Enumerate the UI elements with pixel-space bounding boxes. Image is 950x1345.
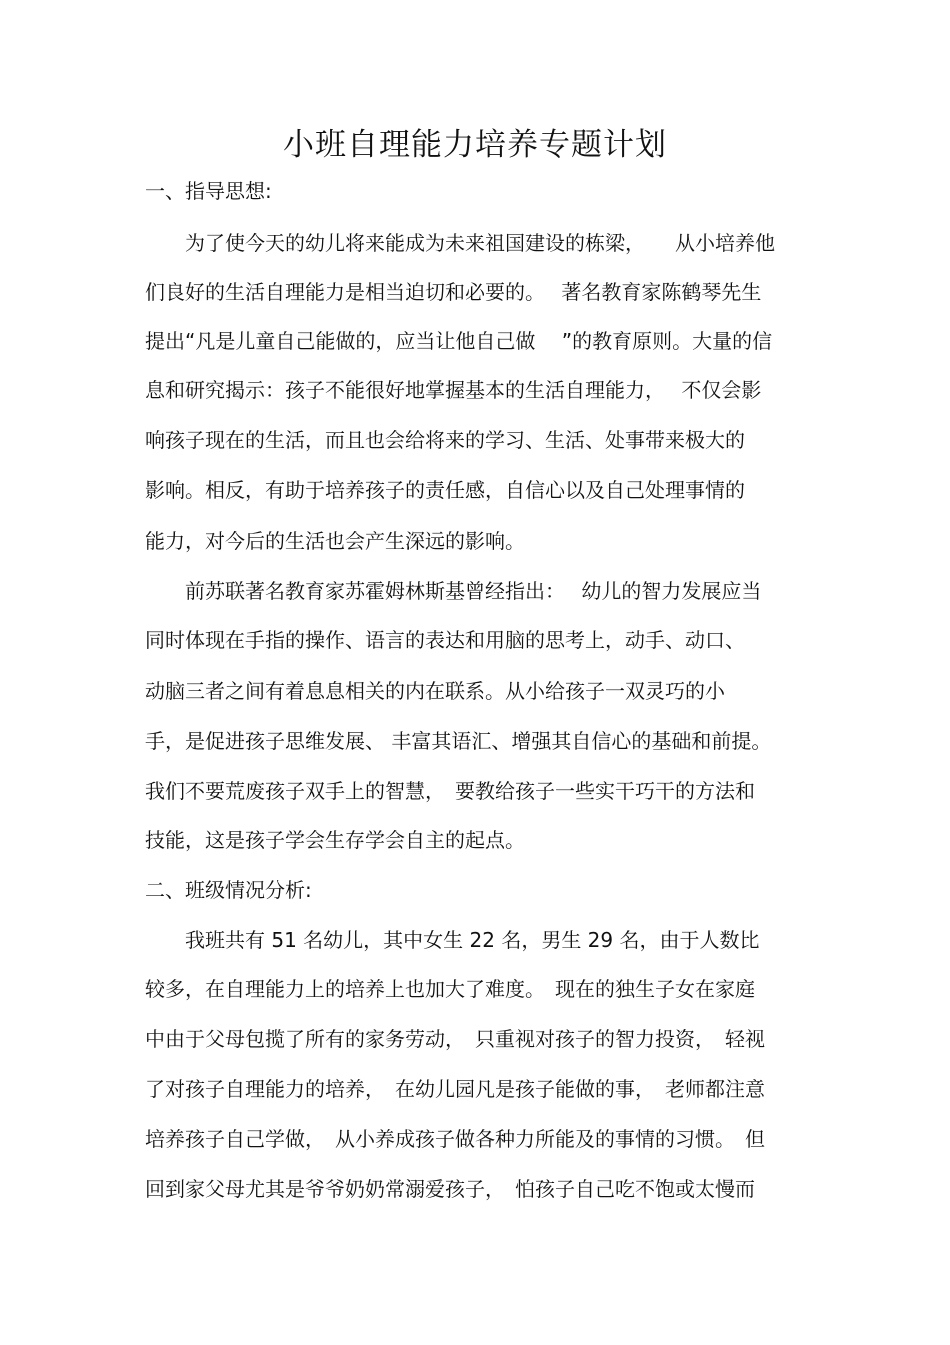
paragraph-line: 影响。相反，有助于培养孩子的责任感，自信心以及自己处理事情的 xyxy=(145,478,745,502)
paragraph-line: 培养孩子自己学做， 从小养成孩子做各种力所能及的事情的习惯。 但 xyxy=(145,1127,765,1151)
paragraph-line: 回到家父母尤其是爷爷奶奶常溺爱孩子， 怕孩子自己吃不饱或太慢而 xyxy=(145,1177,755,1201)
paragraph-line: 前苏联著名教育家苏霍姆林斯基曾经指出： 幼儿的智力发展应当 xyxy=(145,579,762,603)
paragraph-line: 中由于父母包揽了所有的家务劳动， 只重视对孩子的智力投资， 轻视 xyxy=(145,1027,765,1051)
section-heading-guiding-thought: 一、指导思想: xyxy=(145,179,272,203)
paragraph-line: 手，是促进孩子思维发展、 丰富其语汇、增强其自信心的基础和前提。 xyxy=(145,729,772,753)
paragraph-line: 同时体现在手指的操作、语言的表达和用脑的思考上，动手、动口、 xyxy=(145,628,745,652)
paragraph-line: 了对孩子自理能力的培养， 在幼儿园凡是孩子能做的事， 老师都注意 xyxy=(145,1077,765,1101)
paragraph-line: 响孩子现在的生活，而且也会给将来的学习、生活、处事带来极大的 xyxy=(145,428,745,452)
paragraph-line: 技能，这是孩子学会生存学会自主的起点。 xyxy=(145,828,525,852)
paragraph-line: 们良好的生活自理能力是相当迫切和必要的。 著名教育家陈鹤琴先生 xyxy=(145,280,762,304)
paragraph-line: 我班共有 51 名幼儿，其中女生 22 名，男生 29 名，由于人数比 xyxy=(145,928,760,952)
paragraph-line: 我们不要荒废孩子双手上的智慧， 要教给孩子一些实干巧干的方法和 xyxy=(145,779,755,803)
paragraph-line: 提出“凡是儿童自己能做的，应当让他自己做 ”的教育原则。大量的信 xyxy=(145,329,773,353)
section-heading-class-analysis: 二、班级情况分析: xyxy=(145,878,312,902)
paragraph-line: 动脑三者之间有着息息相关的内在联系。从小给孩子一双灵巧的小 xyxy=(145,679,725,703)
paragraph-line: 能力，对今后的生活也会产生深远的影响。 xyxy=(145,529,525,553)
paragraph-line: 息和研究揭示：孩子不能很好地掌握基本的生活自理能力， 不仅会影 xyxy=(145,378,762,402)
paragraph-line: 较多，在自理能力上的培养上也加大了难度。 现在的独生子女在家庭 xyxy=(145,977,755,1001)
paragraph-line: 为了使今天的幼儿将来能成为未来祖国建设的栋梁， 从小培养他 xyxy=(145,231,775,255)
document-title: 小班自理能力培养专题计划 xyxy=(283,127,667,163)
